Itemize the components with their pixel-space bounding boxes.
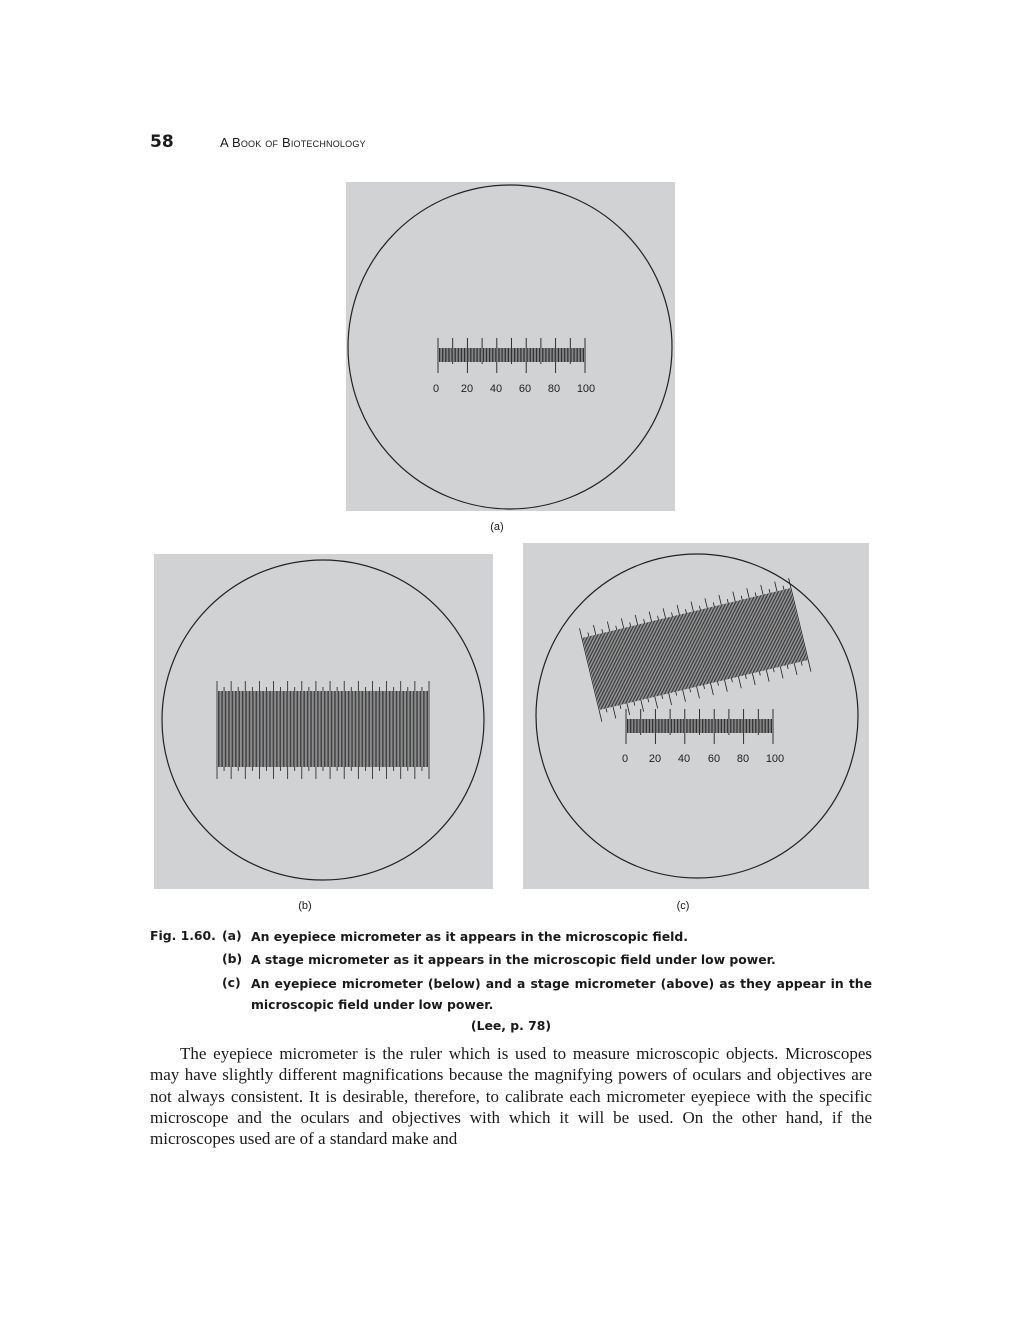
stage-scale-line: [789, 578, 811, 671]
scale-tick-label: 80: [736, 753, 750, 765]
caption-item-text: A stage micrometer as it appears in the microscopic field under low power.: [251, 952, 776, 967]
body-paragraph: The eyepiece micrometer is the ruler which is used to measure microscopic objects. Microscopes may have slightly different magnifications because the magnifying powers of oculars and objectives are not always consistent. It is desirable, therefore, to calibrate each micrometer eyepiece with the specific microscope and the oculars and objectives with which it will be used. On the other hand, if the microscopes used are of a standard make and: [150, 1044, 872, 1149]
eyepiece-scale: [626, 709, 773, 744]
figure-panel-a: [346, 182, 675, 511]
scale-tick-label: 0: [432, 383, 440, 395]
stage-scale-line: [663, 608, 685, 701]
eyepiece-micrometer-field-illustration: [346, 182, 675, 511]
stage-scale-line: [705, 598, 727, 691]
stage-scale-line: [607, 622, 629, 715]
stage-scale-line: [719, 595, 741, 688]
stage-scale-line: [593, 625, 615, 718]
stage-scale-rotated: [580, 578, 811, 721]
scale-tick-label: 100: [765, 753, 785, 765]
stage-micrometer-field-illustration: [154, 554, 493, 889]
page-number: 58: [150, 132, 174, 152]
stage-scale-line: [733, 592, 755, 685]
stage-scale-line: [580, 628, 602, 721]
stage-scale-line: [775, 582, 797, 675]
stage-scale-line: [677, 605, 699, 698]
caption-item-letter: (c): [222, 975, 241, 990]
scale-tick-label: 40: [489, 383, 503, 395]
stage-scale-line: [747, 588, 769, 681]
caption-item-letter: (b): [222, 951, 243, 966]
caption-item-text: An eyepiece micrometer as it appears in the microscopic field.: [251, 929, 688, 944]
scale-tick-label: 80: [547, 383, 561, 395]
scale-tick-label: 20: [648, 753, 662, 765]
scale-tick-label: 40: [677, 753, 691, 765]
figure-number: Fig. 1.60.: [150, 928, 216, 943]
scale-tick-label: 0: [621, 753, 629, 765]
figure-source: (Lee, p. 78): [470, 1018, 552, 1033]
scale-tick-label: 60: [518, 383, 532, 395]
eyepiece-scale: [438, 338, 585, 373]
figure-label-c: (c): [676, 900, 690, 912]
running-title: A Book of Biotechnology: [220, 135, 366, 150]
stage-scale-line: [691, 602, 713, 695]
figure-panel-c: [523, 543, 869, 889]
stage-scale-line: [761, 585, 783, 678]
caption-item-text: An eyepiece micrometer (below) and a stage micrometer (above) as they appear in the microscopic field under low power.: [251, 976, 872, 1012]
figure-label-b: (b): [298, 900, 312, 912]
stage-scale-line: [635, 615, 657, 708]
stage-scale-line: [649, 612, 671, 705]
scale-tick-label: 60: [707, 753, 721, 765]
scale-tick-label: 100: [576, 383, 596, 395]
stage-scale: [217, 681, 429, 779]
combined-micrometer-field-illustration: [523, 543, 869, 889]
figure-label-a: (a): [490, 521, 504, 533]
stage-scale-line: [621, 618, 643, 711]
scale-tick-label: 20: [460, 383, 474, 395]
figure-panel-b: [154, 554, 493, 889]
caption-item-letter: (a): [222, 928, 242, 943]
